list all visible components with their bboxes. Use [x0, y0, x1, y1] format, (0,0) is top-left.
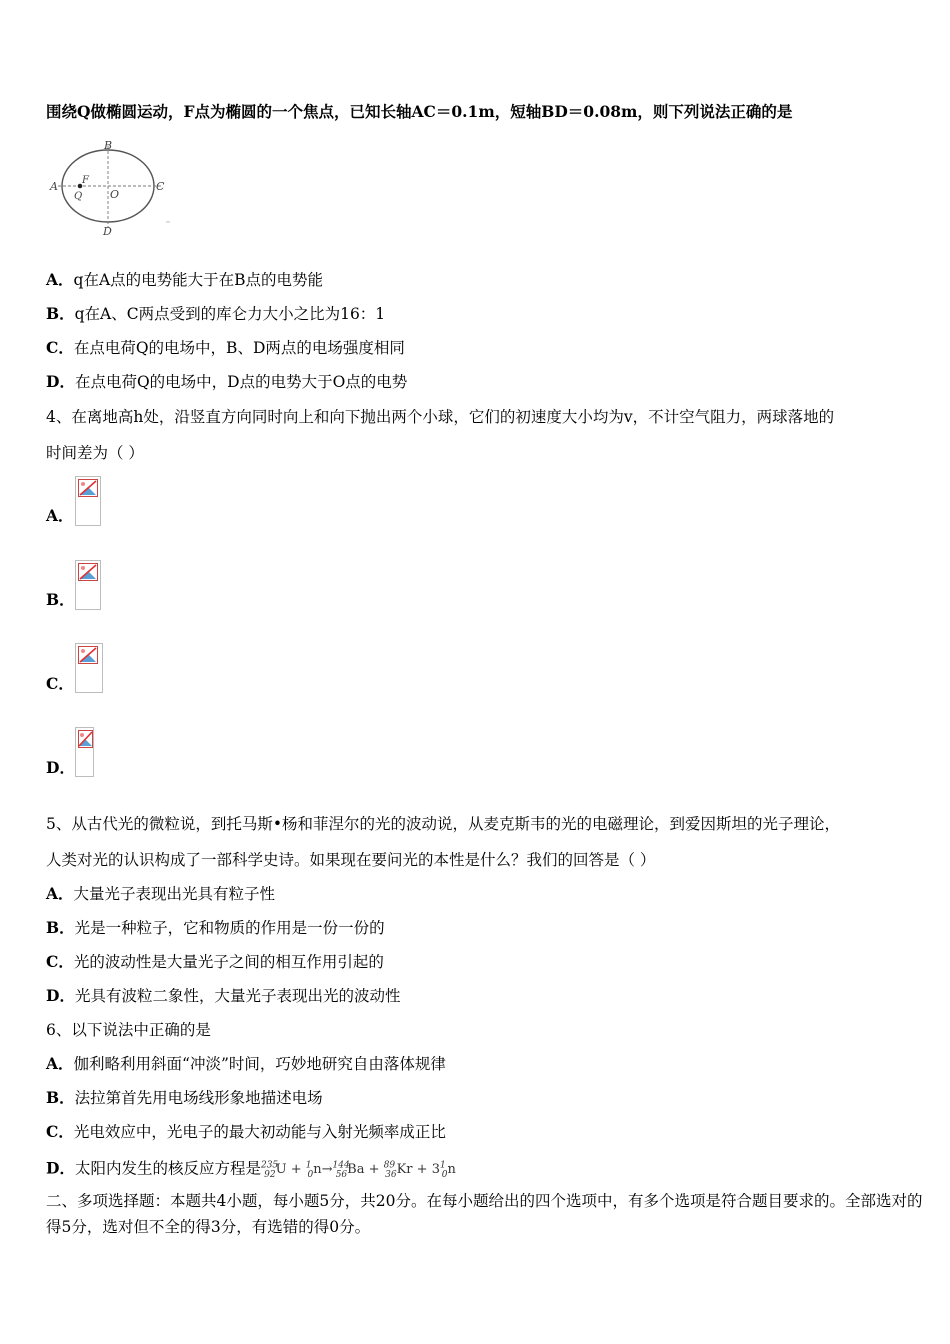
q4-option-a-label[interactable]: A．	[46, 506, 74, 525]
question-6-stem: 6、以下说法中正确的是	[46, 1021, 211, 1039]
q4-option-d-image-icon[interactable]	[75, 727, 94, 777]
q3-option-a[interactable]: A．q在A点的电势能大于在B点的电势能	[46, 270, 324, 289]
question-4-stem-line1: 4、在离地高h处，沿竖直方向同时向上和向下抛出两个小球，它们的初速度大小均为v，不计空气阻力，两球落地的	[46, 408, 835, 426]
q4-option-c-label[interactable]: C．	[46, 674, 74, 693]
q4-option-b-image-icon[interactable]	[75, 560, 101, 610]
q3-option-d[interactable]: D．在点电荷Q的电场中，D点的电势大于O点的电势	[46, 372, 408, 391]
label-q: Q	[74, 191, 83, 202]
nuclear-reaction-formula: $^{235}_{92}U + ^1_0n\to^{144}_{56}Ba + ^{89}_{36}Kr + 3^1_0n$	[260, 1161, 456, 1180]
q4-option-a-image-icon[interactable]	[75, 476, 101, 526]
question-5-stem-line2: 人类对光的认识构成了一部科学史诗。如果现在要问光的本性是什么？我们的回答是（ ）	[46, 851, 656, 869]
ellipse-figure	[46, 138, 176, 238]
label-c: C	[156, 180, 165, 193]
question-3-stem: 围绕Q做椭圆运动，F点为椭圆的一个焦点，已知长轴AC＝0.1m，短轴BD＝0.08m，则下列说法正确的是	[46, 102, 793, 121]
label-a: A	[50, 180, 58, 193]
label-o: O	[110, 188, 120, 201]
q5-option-d[interactable]: D．光具有波粒二象性，大量光子表现出光的波动性	[46, 986, 401, 1005]
q6-option-a[interactable]: A．伽利略利用斜面“冲淡”时间，巧妙地研究自由落体规律	[46, 1054, 446, 1073]
q5-option-b[interactable]: B．光是一种粒子，它和物质的作用是一份一份的	[46, 918, 385, 937]
q4-option-d-label[interactable]: D．	[46, 758, 75, 777]
q5-option-a[interactable]: A．大量光子表现出光具有粒子性	[46, 884, 276, 903]
q5-option-c[interactable]: C．光的波动性是大量光子之间的相互作用引起的	[46, 952, 384, 971]
label-d: D	[103, 225, 112, 238]
q3-option-c[interactable]: C．在点电荷Q的电场中，B、D两点的电场强度相同	[46, 338, 405, 357]
section-2-instructions: 二、多项选择题：本题共4小题，每小题5分，共20分。在每小题给出的四个选项中，有多个选项是符合题目要求的。全部选对的得5分，选对但不全的得3分，有选错的得0分。	[46, 1192, 923, 1236]
q4-option-b-label[interactable]: B．	[46, 590, 75, 609]
q6-option-c[interactable]: C．光电效应中，光电子的最大初动能与入射光频率成正比	[46, 1122, 446, 1141]
label-b: B	[104, 139, 113, 152]
question-4-stem-line2: 时间差为（ ）	[46, 444, 144, 462]
q3-option-b[interactable]: B．q在A、C两点受到的库仑力大小之比为16：1	[46, 304, 386, 323]
q4-option-c-image-icon[interactable]	[75, 643, 103, 693]
q6-option-d[interactable]: D．太阳内发生的核反应方程是$^{235}_{92}U + ^1_0n\to^{144}_{56}Ba + ^{89}_{36}Kr + 3^1_0n$	[46, 1158, 456, 1180]
q6-option-b[interactable]: B．法拉第首先用电场线形象地描述电场	[46, 1088, 323, 1107]
question-5-stem-line1: 5、从古代光的微粒说，到托马斯•杨和菲涅尔的光的波动说，从麦克斯韦的光的电磁理论，到爱因斯坦的光子理论，	[46, 815, 841, 833]
label-f: F	[82, 175, 89, 186]
